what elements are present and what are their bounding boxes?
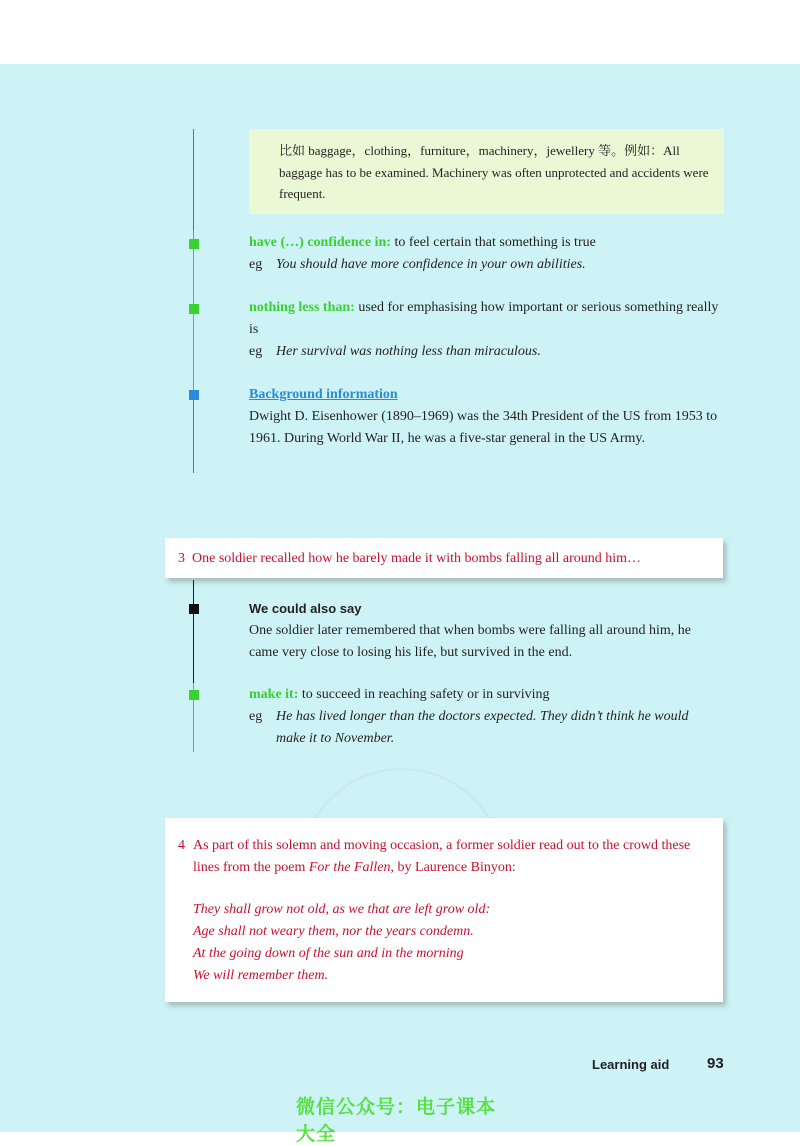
blue-square-marker bbox=[189, 390, 199, 400]
poem-line: Age shall not weary them, nor the years condemn. bbox=[193, 924, 474, 939]
green-square-marker bbox=[189, 690, 199, 700]
example-text: Her survival was nothing less than miraculous. bbox=[276, 344, 541, 359]
black-rule bbox=[193, 580, 194, 683]
vocab-definition: to feel certain that something is true bbox=[390, 235, 596, 250]
background-heading: Background information bbox=[249, 387, 398, 402]
eg-label: eg bbox=[249, 344, 263, 359]
poem-title: For the Fallen bbox=[308, 860, 391, 875]
quote-line bbox=[178, 548, 718, 570]
vocab-term: have (…) confidence in: bbox=[249, 235, 391, 250]
poem-line: We will remember them. bbox=[193, 968, 329, 983]
poem-lines bbox=[193, 899, 693, 987]
footer-label: Learning aid bbox=[592, 1057, 670, 1072]
vocab-term: nothing less than: bbox=[249, 300, 355, 315]
example-line bbox=[249, 706, 719, 750]
eg-label: eg bbox=[249, 709, 263, 724]
quote-number: 3 bbox=[178, 551, 185, 566]
green-square-marker bbox=[189, 239, 199, 249]
poem-line: At the going down of the sun and in the morning bbox=[193, 946, 464, 961]
also-say-block bbox=[249, 598, 719, 664]
eg-label: eg bbox=[249, 257, 263, 272]
vocab-entry bbox=[249, 297, 719, 363]
entry-line bbox=[249, 297, 719, 341]
background-text: Dwight D. Eisenhower (1890–1969) was the 34th President of the US from 1953 to 1961. During World War II, he was a five-star general in the US Army. bbox=[249, 409, 718, 446]
quote-intro-before: As part of this solemn and moving occasion, a former soldier read out to the crowd these lines from the poem bbox=[193, 838, 691, 875]
quote-box-4 bbox=[165, 818, 723, 1002]
quote-number: 4 bbox=[178, 838, 185, 853]
wechat-watermark: 微信公众号：电子课本大全 bbox=[296, 1097, 497, 1145]
black-square-marker bbox=[189, 604, 199, 614]
quote-intro bbox=[178, 835, 708, 879]
example-text: You should have more confidence in your own abilities. bbox=[276, 257, 586, 272]
red-rule bbox=[193, 129, 194, 230]
entry-line bbox=[249, 684, 719, 706]
page-number: 93 bbox=[707, 1055, 724, 1072]
also-say-heading: We could also say bbox=[249, 601, 362, 616]
quote-intro-text bbox=[178, 835, 708, 879]
example-line bbox=[249, 254, 719, 276]
quote-text: One soldier recalled how he barely made it with bombs falling all around him… bbox=[192, 551, 642, 566]
example-text: He has lived longer than the doctors expected. They didn’t think he would make it to November. bbox=[276, 709, 689, 746]
blue-rule bbox=[193, 390, 194, 473]
vocab-term: make it: bbox=[249, 687, 299, 702]
vocab-definition: to succeed in reaching safety or in surviving bbox=[298, 687, 550, 702]
note-text: 比如 baggage，clothing，furniture，machinery，jewellery 等。例如：All baggage has to be examined. Machinery was often unprotected and accidents were frequent. bbox=[279, 143, 709, 201]
green-square-marker bbox=[189, 304, 199, 314]
vocab-entry bbox=[249, 684, 719, 750]
background-info bbox=[249, 384, 719, 450]
poem-line: They shall grow not old, as we that are left grow old: bbox=[193, 902, 491, 917]
example-line bbox=[249, 341, 719, 363]
also-say-text: One soldier later remembered that when bombs were falling all around him, he came very close to losing his life, but survived in the end. bbox=[249, 623, 692, 660]
quote-intro-after: , by Laurence Binyon: bbox=[390, 860, 516, 875]
note-box bbox=[249, 129, 724, 214]
vocab-definition: used for emphasising how important or serious something really is bbox=[249, 300, 719, 337]
quote-box-3 bbox=[165, 538, 723, 578]
entry-line bbox=[249, 232, 719, 254]
vocab-entry bbox=[249, 232, 719, 276]
